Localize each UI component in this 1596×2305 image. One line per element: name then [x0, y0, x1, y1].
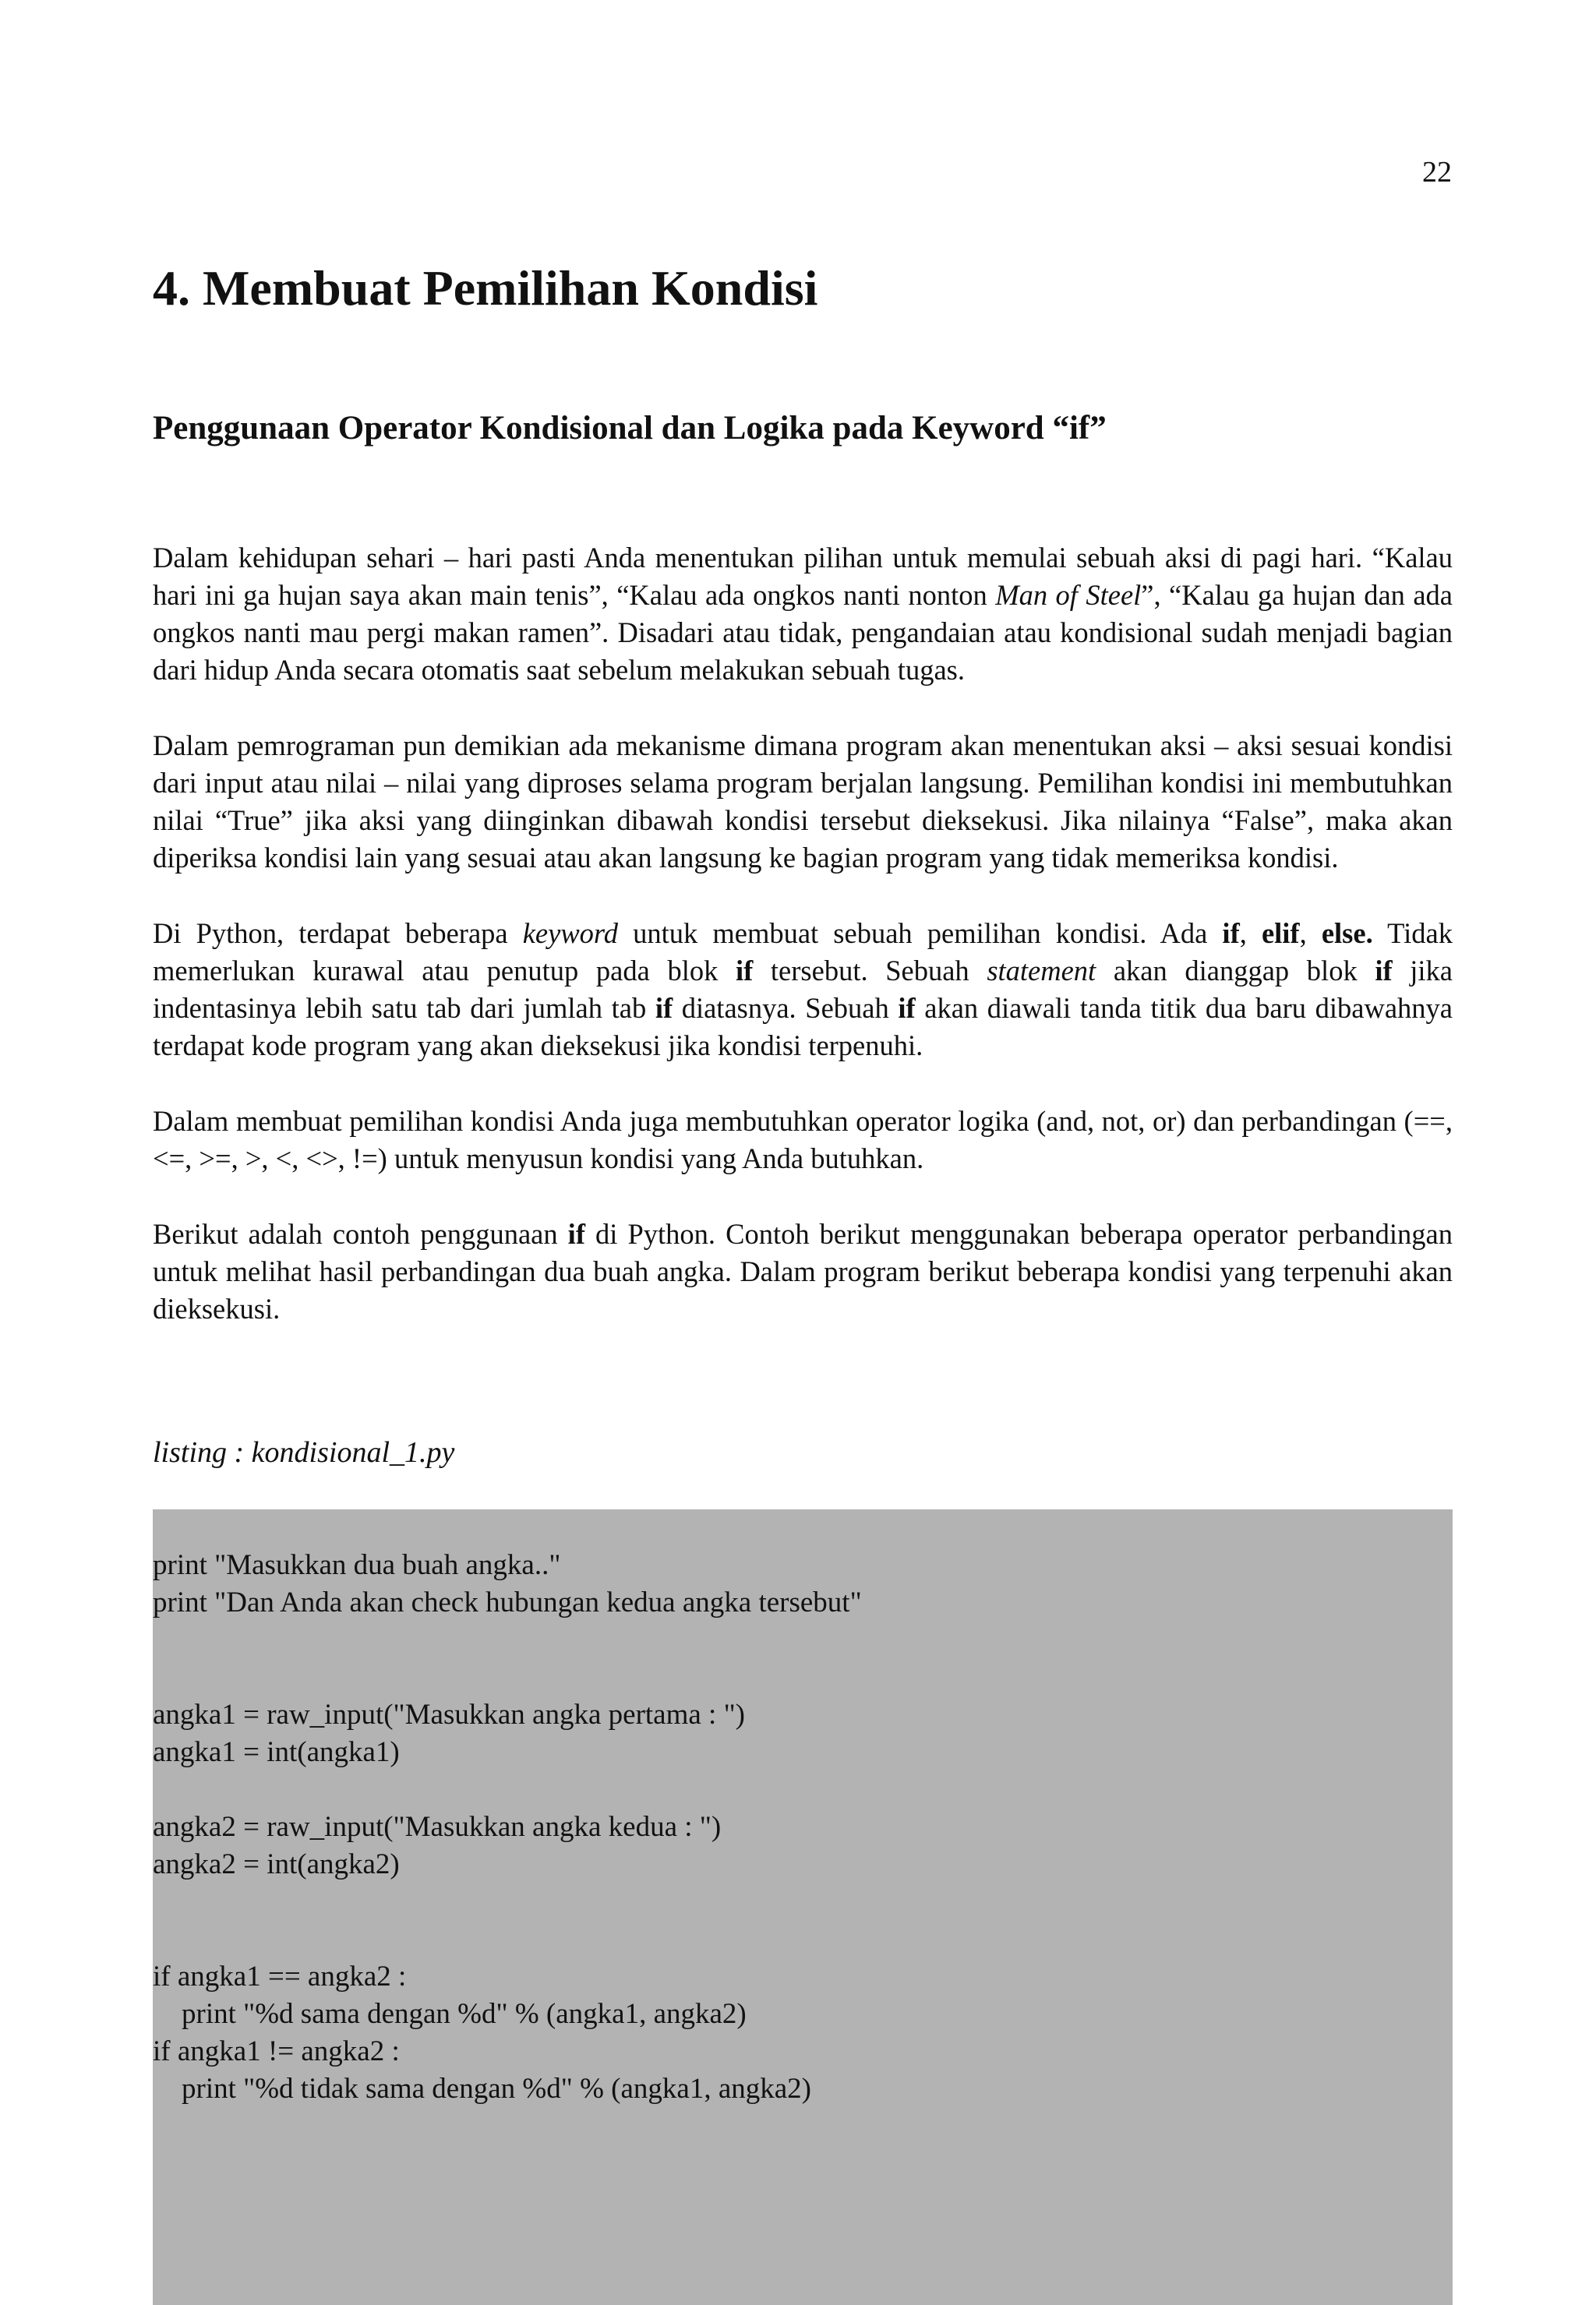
paragraph-4: Dalam membuat pemilihan kondisi Anda juga membutuhkan operator logika (and, not, or) dan perbandingan (==, <=, >=, >, <, <>, !=) untuk menyusun kondisi yang Anda butuhkan. [153, 1105, 1453, 1174]
keyword-if: if [655, 992, 673, 1024]
code-line-blank [153, 1883, 1453, 1921]
paragraph-3-keyword-term: keyword [522, 917, 619, 949]
page-number: 22 [1422, 156, 1452, 189]
keyword-if: if [898, 992, 916, 1024]
code-line-blank [153, 1622, 1453, 1659]
keyword-else: else. [1321, 917, 1373, 949]
keyword-if: if [735, 955, 754, 987]
code-line: angka2 = int(angka2) [153, 1848, 400, 1880]
paragraph-3-text-k: tersebut. Sebuah [753, 955, 987, 987]
listing-caption: listing : kondisional_1.py [153, 1436, 455, 1469]
code-line: print "%d sama dengan %d" % (angka1, angka2) [153, 1998, 747, 2030]
paragraph-1-text-c: ”, “Kalau ga hujan dan ada ongkos nanti mau pergi makan ramen”. Disadari atau tidak, pengandaian atau kondisional sudah menjadi bagian dari hidup Anda secara otomatis saat sebelum melakukan sebuah tugas. [153, 579, 1453, 686]
chapter-title: 4. Membuat Pemilihan Kondisi [153, 260, 818, 316]
paragraph-3-text-o: jika indentasinya lebih satu tab dari jumlah tab [153, 955, 1453, 1024]
code-line: print "%d tidak sama dengan %d" % (angka1, angka2) [153, 2073, 811, 2105]
code-line: print "Dan Anda akan check hubungan kedua angka tersebut" [153, 1587, 862, 1618]
paragraph-3 [153, 915, 1453, 1064]
paragraph-3-statement-term: statement [987, 955, 1096, 987]
paragraph-3-text-m: akan dianggap blok [1096, 955, 1375, 987]
paragraph-5-text-c: di Python. Contoh berikut menggunakan beberapa operator perbandingan untuk melihat hasil perbandingan dua buah angka. Dalam program berikut beberapa kondisi yang terpenuhi akan dieksekusi. [153, 1218, 1453, 1325]
paragraph-5 [153, 1216, 1453, 1328]
paragraph-1-text-a: Dalam kehidupan sehari – hari pasti Anda menentukan pilihan untuk memulai sebuah aksi di pagi hari. “Kalau hari ini ga hujan saya akan main tenis”, “Kalau ada ongkos nanti nonton [153, 542, 1453, 611]
code-line: angka1 = raw_input("Masukkan angka pertama : ") [153, 1699, 745, 1731]
code-line: angka2 = raw_input("Masukkan angka kedua : ") [153, 1811, 722, 1843]
code-line: if angka1 != angka2 : [153, 2035, 400, 2067]
code-line: angka1 = int(angka1) [153, 1736, 400, 1768]
keyword-if: if [1222, 917, 1240, 949]
paragraph-3-text-i: Tidak memerlukan kurawal atau penutup pada blok [153, 917, 1453, 987]
code-line-blank [153, 1771, 1453, 1809]
paragraph-1-movie-title: Man of Steel [995, 579, 1142, 611]
code-line: print "Masukkan dua buah angka.." [153, 1549, 561, 1581]
paragraph-1 [153, 539, 1453, 689]
code-line-blank [153, 1659, 1453, 1696]
paragraph-3-text-c: untuk membuat sebuah pemilihan kondisi. Ada [618, 917, 1223, 949]
keyword-if: if [1375, 955, 1393, 987]
code-line: if angka1 == angka2 : [153, 1961, 407, 1993]
paragraph-3-text-a: Di Python, terdapat beberapa [153, 917, 523, 949]
code-line-blank [153, 1921, 1453, 1958]
paragraph-2: Dalam pemrograman pun demikian ada mekanisme dimana program akan menentukan aksi – aksi sesuai kondisi dari input atau nilai – nilai yang diproses selama program berjalan langsung. Pemilihan kondisi ini membutuhkan nilai “True” jika aksi yang diinginkan dibawah kondisi tersebut dieksekusi. Jika nilainya “False”, maka akan diperiksa kondisi lain yang sesuai atau akan langsung ke bagian program yang tidak memeriksa kondisi. [153, 729, 1453, 874]
paragraph-3-text-e: , [1239, 917, 1262, 949]
section-title: Penggunaan Operator Kondisional dan Logika pada Keyword “if” [153, 410, 1107, 447]
paragraph-5-text-a: Berikut adalah contoh penggunaan [153, 1218, 568, 1250]
keyword-if: if [567, 1218, 585, 1250]
code-block [153, 1509, 1453, 2305]
paragraph-3-text-q: diatasnya. Sebuah [673, 992, 899, 1024]
keyword-elif: elif [1261, 917, 1300, 949]
paragraph-3-text-g: , [1299, 917, 1322, 949]
paragraph-3-text-s: akan diawali tanda titik dua baru dibawahnya terdapat kode program yang akan dieksekusi jika kondisi terpenuhi. [153, 992, 1453, 1061]
body-text [153, 539, 1453, 1366]
